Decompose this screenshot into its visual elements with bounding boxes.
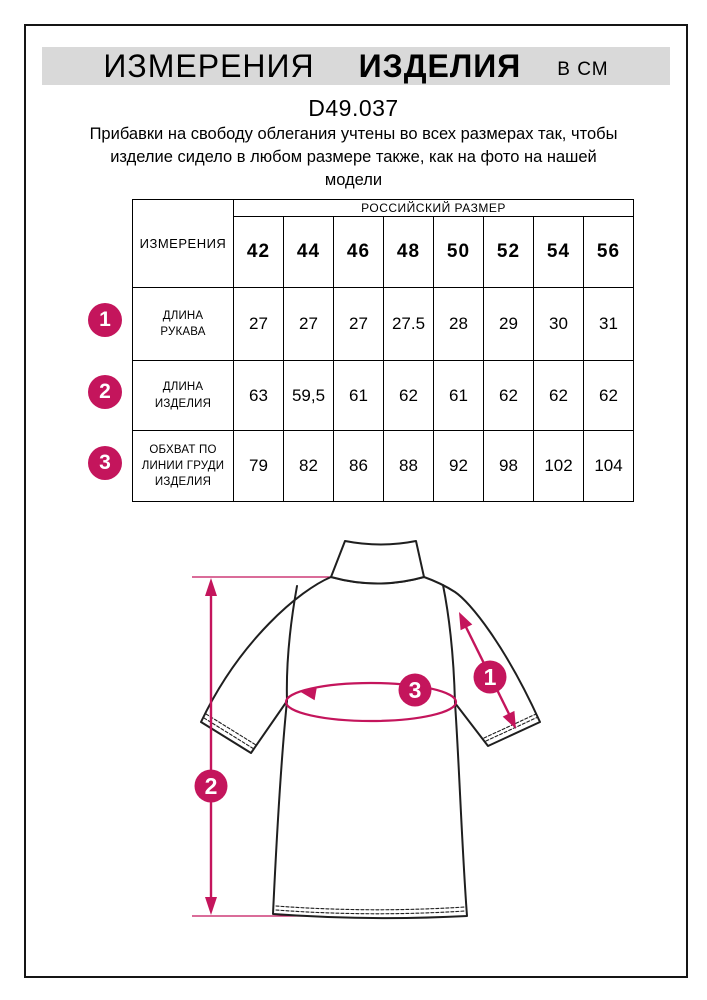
value-cell: 28 — [434, 288, 484, 361]
size-header: 48 — [384, 217, 434, 288]
title-unit: В СМ — [557, 58, 609, 80]
value-cell: 59,5 — [284, 361, 334, 431]
size-header: 46 — [334, 217, 384, 288]
value-cell: 27 — [334, 288, 384, 361]
svg-text:1: 1 — [483, 664, 497, 690]
row-label-sleeve-length: ДЛИНА РУКАВА — [133, 288, 234, 361]
value-cell: 62 — [484, 361, 534, 431]
title-measurements: ИЗМЕРЕНИЯ — [103, 47, 315, 84]
value-cell: 79 — [234, 431, 284, 502]
marker-1-badge — [474, 661, 507, 694]
garment-collar — [331, 541, 424, 584]
title-product-word: ИЗДЕЛИЯ — [358, 47, 522, 84]
size-header: 50 — [434, 217, 484, 288]
row-label-garment-length: ДЛИНА ИЗДЕЛИЯ — [133, 361, 234, 431]
row-marker-2-badge: 2 — [88, 375, 122, 409]
size-header: 54 — [534, 217, 584, 288]
length-measure-arrow — [205, 578, 217, 915]
size-header: 52 — [484, 217, 534, 288]
value-cell: 88 — [384, 431, 434, 502]
value-cell: 62 — [534, 361, 584, 431]
row-marker-3-badge: 3 — [88, 446, 122, 480]
value-cell: 61 — [434, 361, 484, 431]
value-cell: 30 — [534, 288, 584, 361]
value-cell: 27 — [234, 288, 284, 361]
value-cell: 92 — [434, 431, 484, 502]
marker-3-badge — [399, 674, 432, 707]
intro-text: Прибавки на свободу облегания учтены во всех размерах так, чтобы изделие сидело в любом размере также, как на фото на нашей модели — [89, 125, 618, 189]
product-code: D49.037 — [308, 95, 399, 121]
value-cell: 86 — [334, 431, 384, 502]
marker-2-badge — [195, 770, 228, 803]
value-cell: 29 — [484, 288, 534, 361]
value-cell: 61 — [334, 361, 384, 431]
svg-text:3: 3 — [408, 677, 422, 703]
garment-sketch — [201, 541, 540, 918]
row-marker-1-badge: 1 — [88, 303, 122, 337]
row-label-chest-girth: ОБХВАТ ПО ЛИНИИ ГРУДИ ИЗДЕЛИЯ — [133, 431, 234, 502]
table-group-header: РОССИЙСКИЙ РАЗМЕР — [234, 200, 634, 217]
value-cell: 98 — [484, 431, 534, 502]
value-cell: 62 — [384, 361, 434, 431]
value-cell: 102 — [534, 431, 584, 502]
value-cell: 62 — [584, 361, 634, 431]
size-header: 42 — [234, 217, 284, 288]
size-header: 44 — [284, 217, 334, 288]
svg-text:2: 2 — [204, 773, 218, 799]
value-cell: 82 — [284, 431, 334, 502]
table-corner-label: ИЗМЕРЕНИЯ — [133, 200, 234, 288]
value-cell: 27.5 — [384, 288, 434, 361]
size-header: 56 — [584, 217, 634, 288]
value-cell: 31 — [584, 288, 634, 361]
value-cell: 104 — [584, 431, 634, 502]
value-cell: 27 — [284, 288, 334, 361]
value-cell: 63 — [234, 361, 284, 431]
